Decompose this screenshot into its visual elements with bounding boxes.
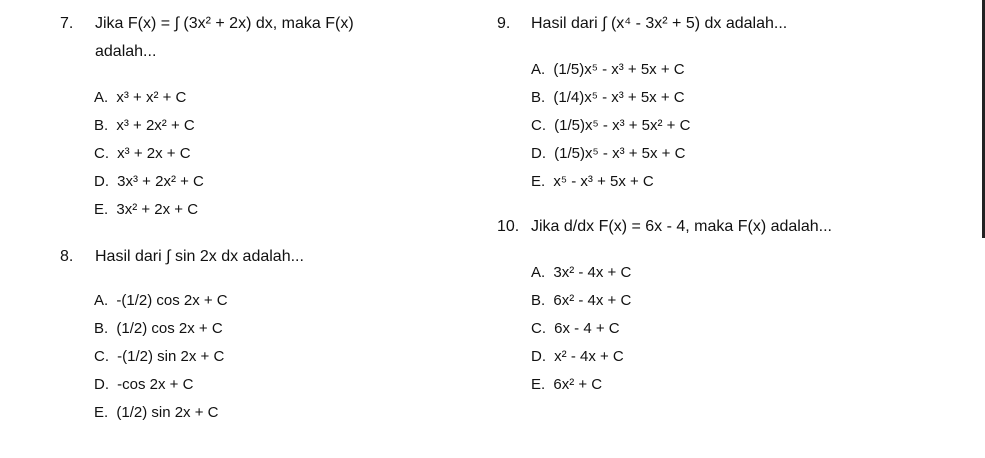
option-value: x³ + 2x² + C bbox=[116, 117, 195, 134]
option-value: -(1/2) sin 2x + C bbox=[117, 348, 225, 365]
option-value: x² - 4x + C bbox=[554, 348, 624, 365]
option-letter: C. bbox=[94, 145, 109, 162]
option-value: x³ + 2x + C bbox=[117, 145, 191, 162]
option-value: x³ + x² + C bbox=[116, 89, 187, 106]
option-value: 6x² + C bbox=[553, 376, 603, 393]
question-10 bbox=[497, 217, 937, 239]
option-8d[interactable] bbox=[94, 375, 193, 395]
option-letter: E. bbox=[531, 173, 546, 190]
option-9c[interactable] bbox=[531, 116, 690, 136]
question-number: 9. bbox=[497, 15, 511, 32]
option-letter: B. bbox=[94, 320, 109, 337]
question-text: Hasil dari ∫ sin 2x dx adalah... bbox=[95, 248, 304, 265]
option-8a[interactable] bbox=[94, 291, 228, 311]
option-value: (1/5)x⁵ - x³ + 5x + C bbox=[554, 145, 686, 162]
option-letter: B. bbox=[531, 292, 546, 309]
option-letter: D. bbox=[531, 348, 546, 365]
option-value: (1/5)x⁵ - x³ + 5x + C bbox=[553, 61, 685, 78]
question-number: 8. bbox=[60, 248, 74, 265]
question-8 bbox=[60, 247, 460, 269]
option-value: -(1/2) cos 2x + C bbox=[116, 292, 228, 309]
option-value: (1/5)x⁵ - x³ + 5x² + C bbox=[554, 117, 691, 134]
option-value: -cos 2x + C bbox=[117, 376, 194, 393]
option-letter: E. bbox=[94, 404, 109, 421]
option-letter: D. bbox=[94, 173, 109, 190]
option-value: x⁵ - x³ + 5x + C bbox=[553, 173, 654, 190]
option-7e[interactable] bbox=[94, 200, 198, 220]
option-letter: C. bbox=[531, 320, 546, 337]
option-letter: B. bbox=[94, 117, 109, 134]
option-letter: E. bbox=[531, 376, 546, 393]
option-value: 6x - 4 + C bbox=[554, 320, 620, 337]
option-letter: A. bbox=[531, 61, 546, 78]
option-value: 3x² + 2x + C bbox=[116, 201, 199, 218]
option-8e[interactable] bbox=[94, 403, 218, 423]
option-10a[interactable] bbox=[531, 263, 631, 283]
option-value: (1/4)x⁵ - x³ + 5x + C bbox=[553, 89, 685, 106]
option-9b[interactable] bbox=[531, 88, 685, 108]
option-9a[interactable] bbox=[531, 60, 685, 80]
option-10b[interactable] bbox=[531, 291, 631, 311]
question-text: Jika d/dx F(x) = 6x - 4, maka F(x) adalah... bbox=[531, 218, 832, 235]
option-letter: A. bbox=[531, 264, 546, 281]
option-value: 6x² - 4x + C bbox=[553, 292, 632, 309]
question-7 bbox=[60, 14, 460, 58]
option-9d[interactable] bbox=[531, 144, 685, 164]
question-text: Hasil dari ∫ (x⁴ - 3x² + 5) dx adalah... bbox=[531, 15, 788, 32]
question-text: Jika F(x) = ∫ (3x² + 2x) dx, maka F(x) bbox=[95, 15, 354, 32]
question-text-continued: adalah... bbox=[95, 43, 157, 60]
option-value: (1/2) sin 2x + C bbox=[116, 404, 219, 421]
question-9 bbox=[497, 14, 937, 36]
option-7b[interactable] bbox=[94, 116, 195, 136]
option-10d[interactable] bbox=[531, 347, 624, 367]
option-value: 3x³ + 2x² + C bbox=[117, 173, 204, 190]
question-number: 7. bbox=[60, 15, 74, 32]
option-value: (1/2) cos 2x + C bbox=[116, 320, 223, 337]
option-letter: A. bbox=[94, 292, 109, 309]
option-7a[interactable] bbox=[94, 88, 186, 108]
option-letter: A. bbox=[94, 89, 109, 106]
option-7c[interactable] bbox=[94, 144, 191, 164]
question-number: 10. bbox=[497, 218, 520, 235]
option-10c[interactable] bbox=[531, 319, 620, 339]
option-letter: D. bbox=[531, 145, 546, 162]
option-7d[interactable] bbox=[94, 172, 204, 192]
option-value: 3x² - 4x + C bbox=[553, 264, 632, 281]
option-letter: C. bbox=[94, 348, 109, 365]
option-8b[interactable] bbox=[94, 319, 223, 339]
option-letter: E. bbox=[94, 201, 109, 218]
option-8c[interactable] bbox=[94, 347, 224, 367]
option-10e[interactable] bbox=[531, 375, 602, 395]
option-9e[interactable] bbox=[531, 172, 654, 192]
option-letter: C. bbox=[531, 117, 546, 134]
option-letter: B. bbox=[531, 89, 546, 106]
option-letter: D. bbox=[94, 376, 109, 393]
